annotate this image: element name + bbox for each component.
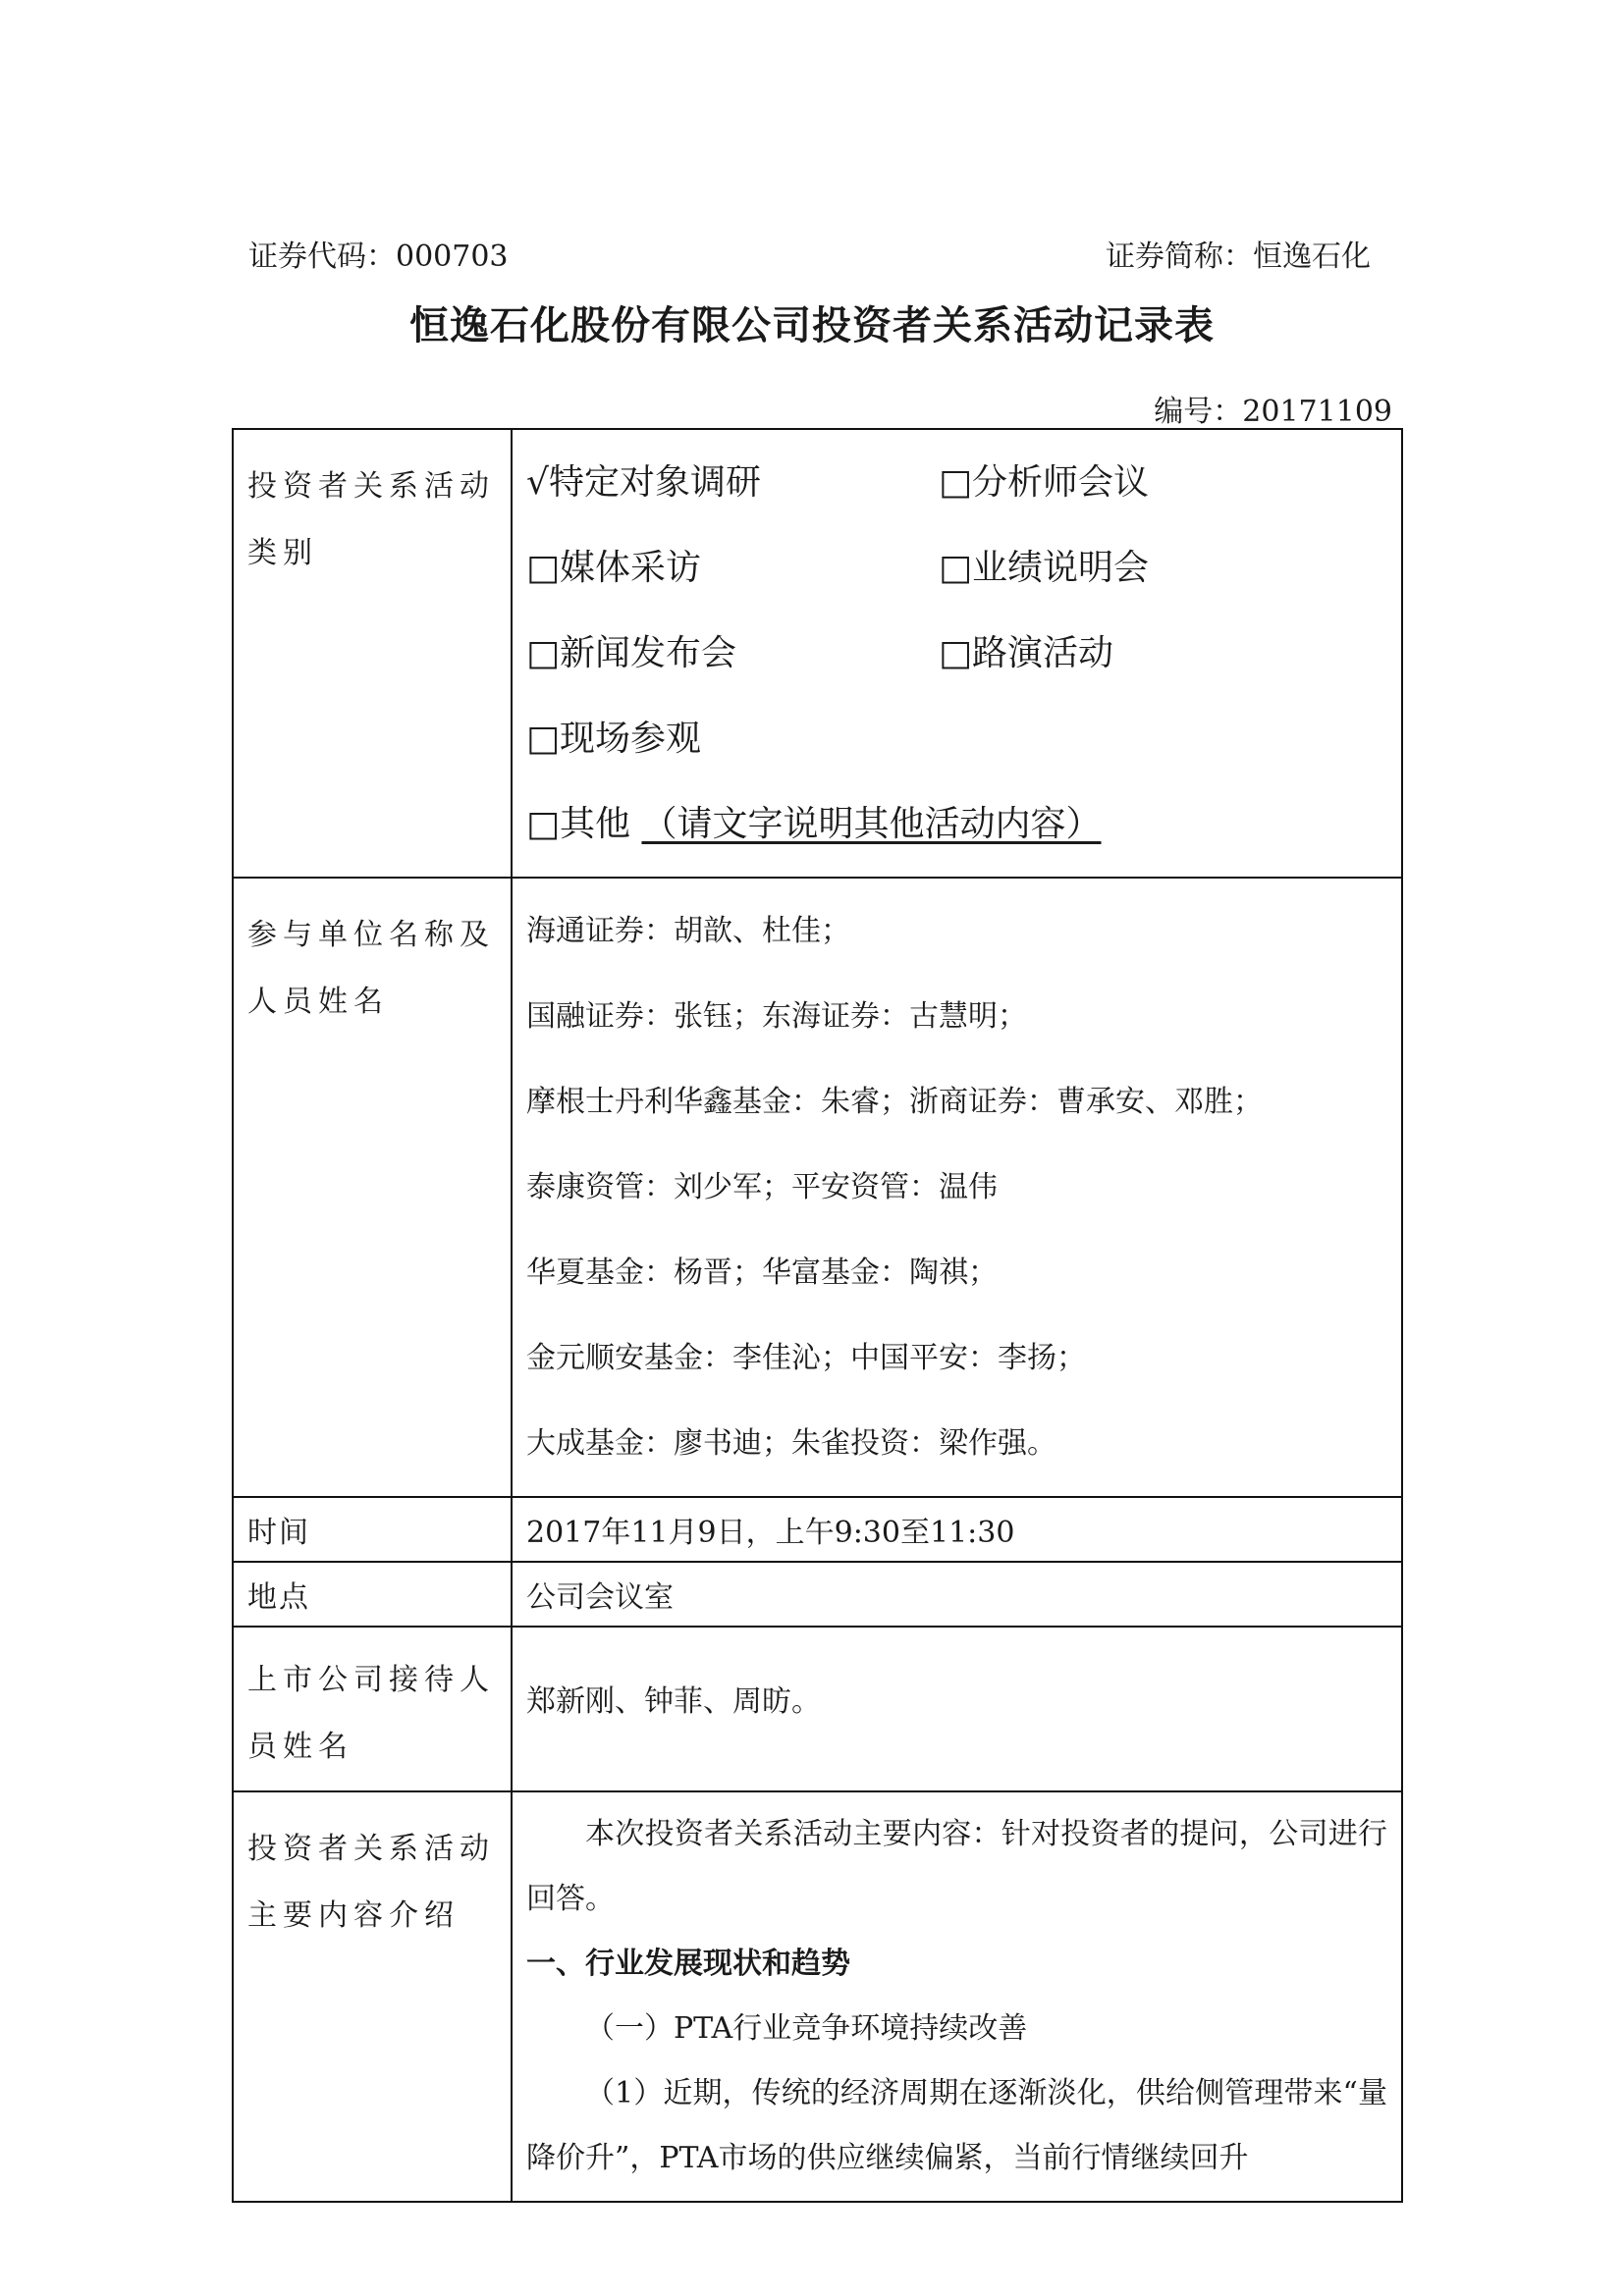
document-title: 恒逸石化股份有限公司投资者关系活动记录表 bbox=[409, 302, 1215, 348]
option-other-label: □其他 bbox=[526, 804, 642, 844]
participant-line: 华夏基金：杨晋；华富基金：陶祺； bbox=[526, 1255, 998, 1290]
serial-number: 编号：20171109 bbox=[1154, 395, 1392, 429]
label-participants: 参与单位名称及人员姓名 bbox=[233, 878, 512, 1497]
option-media-interview: □媒体采访 bbox=[526, 548, 702, 588]
value-reception: 郑新刚、钟菲、周昉。 bbox=[512, 1627, 1402, 1791]
option-earnings-briefing: □业绩说明会 bbox=[939, 548, 1150, 588]
option-press-conference: □新闻发布会 bbox=[526, 633, 737, 673]
row-activity-type bbox=[233, 429, 1402, 878]
option-other-hint: （请文字说明其他活动内容） bbox=[641, 804, 1102, 844]
content-subheading: （一）PTA行业竞争环境持续改善 bbox=[585, 2011, 1028, 2046]
participant-line: 国融证券：张钰；东海证券：古慧明； bbox=[526, 999, 1027, 1034]
participant-line: 泰康资管：刘少军；平安资管：温伟 bbox=[526, 1170, 998, 1204]
value-place: 公司会议室 bbox=[512, 1562, 1402, 1627]
row-place bbox=[233, 1562, 1402, 1627]
option-other bbox=[526, 781, 1387, 867]
row-content bbox=[233, 1791, 1402, 2202]
activity-options bbox=[526, 440, 1387, 781]
label-time: 时间 bbox=[233, 1497, 512, 1562]
option-site-visit: □现场参观 bbox=[526, 719, 702, 759]
content-paragraph: （1）近期，传统的经济周期在逐渐淡化，供给侧管理带来“量降价升”，PTA市场的供应继续偏紧，当前行情继续回升 bbox=[526, 2076, 1387, 2175]
content-intro: 本次投资者关系活动主要内容：针对投资者的提问，公司进行回答。 bbox=[526, 1817, 1387, 1916]
security-code: 证券代码：000703 bbox=[248, 240, 509, 274]
option-analyst-meeting: □分析师会议 bbox=[939, 462, 1150, 503]
label-reception: 上市公司接待人员姓名 bbox=[233, 1627, 512, 1791]
content-section-heading: 一、行业发展现状和趋势 bbox=[526, 1947, 850, 1981]
row-participants bbox=[233, 878, 1402, 1497]
label-place: 地点 bbox=[233, 1562, 512, 1627]
value-time: 2017年11月9日，上午9:30至11:30 bbox=[512, 1497, 1402, 1562]
option-roadshow: □路演活动 bbox=[939, 633, 1114, 673]
participant-line: 海通证券：胡歆、杜佳； bbox=[526, 914, 850, 948]
value-participants bbox=[512, 878, 1402, 1497]
value-content bbox=[512, 1791, 1402, 2202]
label-content: 投资者关系活动主要内容介绍 bbox=[233, 1791, 512, 2202]
value-activity-type bbox=[512, 429, 1402, 878]
row-time bbox=[233, 1497, 1402, 1562]
row-reception bbox=[233, 1627, 1402, 1791]
participant-line: 摩根士丹利华鑫基金：朱睿；浙商证券：曹承安、邓胜； bbox=[526, 1085, 1263, 1119]
participant-line: 金元顺安基金：李佳沁；中国平安：李扬； bbox=[526, 1341, 1086, 1375]
option-specific-research: √特定对象调研 bbox=[526, 462, 761, 503]
label-activity-type: 投资者关系活动类别 bbox=[233, 429, 512, 878]
record-table bbox=[232, 428, 1403, 2203]
participant-line: 大成基金：廖书迪；朱雀投资：梁作强。 bbox=[526, 1426, 1056, 1461]
security-short-name: 证券简称：恒逸石化 bbox=[1106, 240, 1371, 274]
